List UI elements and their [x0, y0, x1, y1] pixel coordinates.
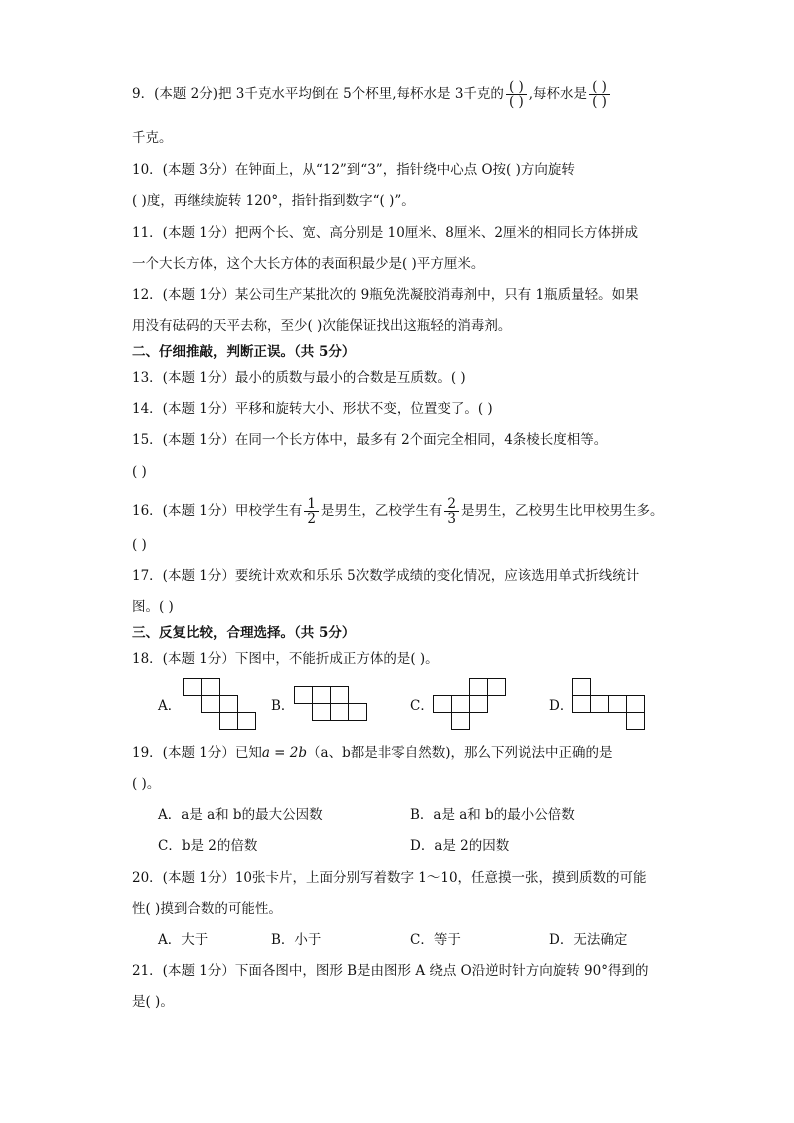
question-16: [132, 497, 664, 526]
q19-option-c: C．b是 2的倍数: [158, 838, 258, 854]
q17-line2: 图。( ): [132, 599, 174, 615]
question-9: [132, 80, 612, 109]
q9-line2: 千克。: [132, 130, 173, 146]
q18-stem: 18．(本题 1分）下图中，不能折成正方体的是( )。: [132, 651, 439, 667]
q16-text-3: 是男生，乙校男生比甲校男生多。: [461, 503, 664, 519]
q11-line2: 一个大长方体，这个大长方体的表面积最少是( )平方厘米。: [132, 256, 485, 272]
question-19: [132, 743, 612, 763]
q10-line1: 10．(本题 3分）在钟面上，从“12”到“3”，指针绕中心点 O按( )方向旋转: [132, 162, 575, 178]
q19-option-b: B．a是 a和 b的最小公倍数: [410, 807, 575, 823]
q9-text-2: ,每杯水是: [528, 86, 588, 102]
q18-option-d-label: D．: [549, 698, 574, 714]
q16-text: 16．(本题 1分）甲校学生有: [132, 503, 303, 519]
q20-line2: 性( )摸到合数的可能性。: [132, 901, 282, 917]
section-2-heading: 二、仔细推敲，判断正误。（共 5分）: [132, 344, 356, 360]
q19-formula: a = 2b: [261, 745, 308, 761]
q12-line1: 12．(本题 1分）某公司生产某批次的 9瓶免洗凝胶消毒剂中，只有 1瓶质量轻。如果: [132, 287, 639, 303]
q18-option-a-net-diagram: [182, 678, 262, 732]
q19-option-d: D．a是 2的因数: [410, 838, 510, 854]
q18-option-d-net-diagram: [572, 678, 650, 734]
q9-text: 9．(本题 2分)把 3千克水平均倒在 5个杯里,每杯水是 3千克的: [132, 86, 504, 102]
q18-option-c-net-diagram: [433, 678, 509, 734]
q18-option-c-label: C．: [410, 698, 434, 714]
q20-line1: 20．(本题 1分）10张卡片，上面分别写着数字 1～10，任意摸一张，摸到质数的可能: [132, 870, 647, 886]
q14: 14．(本题 1分）平移和旋转大小、形状不变，位置变了。( ): [132, 401, 493, 417]
q21-line1: 21．(本题 1分）下面各图中，图形 B是由图形 A 绕点 O沿逆时针方向旋转 90°得到的: [132, 963, 649, 979]
q11-line1: 11．(本题 1分）把两个长、宽、高分别是 10厘米、8厘米、2厘米的相同长方体拼成: [132, 225, 638, 241]
q20-option-d: D．无法确定: [549, 932, 628, 948]
q9-fraction-blank-2: $\frac{( )}{( )}$: [589, 80, 610, 109]
q20-option-a: A．大于: [158, 932, 209, 948]
q19-option-a: A．a是 a和 b的最大公因数: [158, 807, 323, 823]
q12-line2: 用没有砝码的天平去称，至少( )次能保证找出这瓶轻的消毒剂。: [132, 318, 512, 334]
q13: 13．(本题 1分）最小的质数与最小的合数是互质数。( ): [132, 370, 466, 386]
section-3-heading: 三、反复比较，合理选择。（共 5分）: [132, 625, 356, 641]
q18-option-b-label: B．: [271, 698, 295, 714]
q10-line2: ( )度，再继续旋转 120°，指针指到数字“( )”。: [132, 193, 415, 209]
q18-option-b-net-diagram: [294, 686, 368, 726]
q19-text: 19．(本题 1分）已知: [132, 745, 262, 761]
q20-option-c: C．等于: [410, 932, 461, 948]
q16-fraction-1: $\frac{1}{2}$: [304, 497, 319, 526]
q16-line2: ( ): [132, 537, 147, 553]
q9-fraction-blank-1: $\frac{( )}{( )}$: [506, 80, 527, 109]
q17-line1: 17．(本题 1分）要统计欢欢和乐乐 5次数学成绩的变化情况，应该选用单式折线统计: [132, 568, 640, 584]
q15-line1: 15．(本题 1分）在同一个长方体中，最多有 2个面完全相同，4条棱长度相等。: [132, 432, 608, 448]
q16-fraction-2: $\frac{2}{3}$: [444, 497, 459, 526]
q18-option-a-label: A．: [158, 698, 182, 714]
q15-line2: ( ): [132, 464, 147, 480]
q19-line2: ( )。: [132, 776, 161, 792]
q19-text-2: （a、b都是非零自然数)，那么下列说法中正确的是: [307, 745, 613, 761]
q16-text-2: 是男生，乙校学生有: [320, 503, 443, 519]
q20-option-b: B．小于: [271, 932, 322, 948]
q21-line2: 是( )。: [132, 994, 174, 1010]
